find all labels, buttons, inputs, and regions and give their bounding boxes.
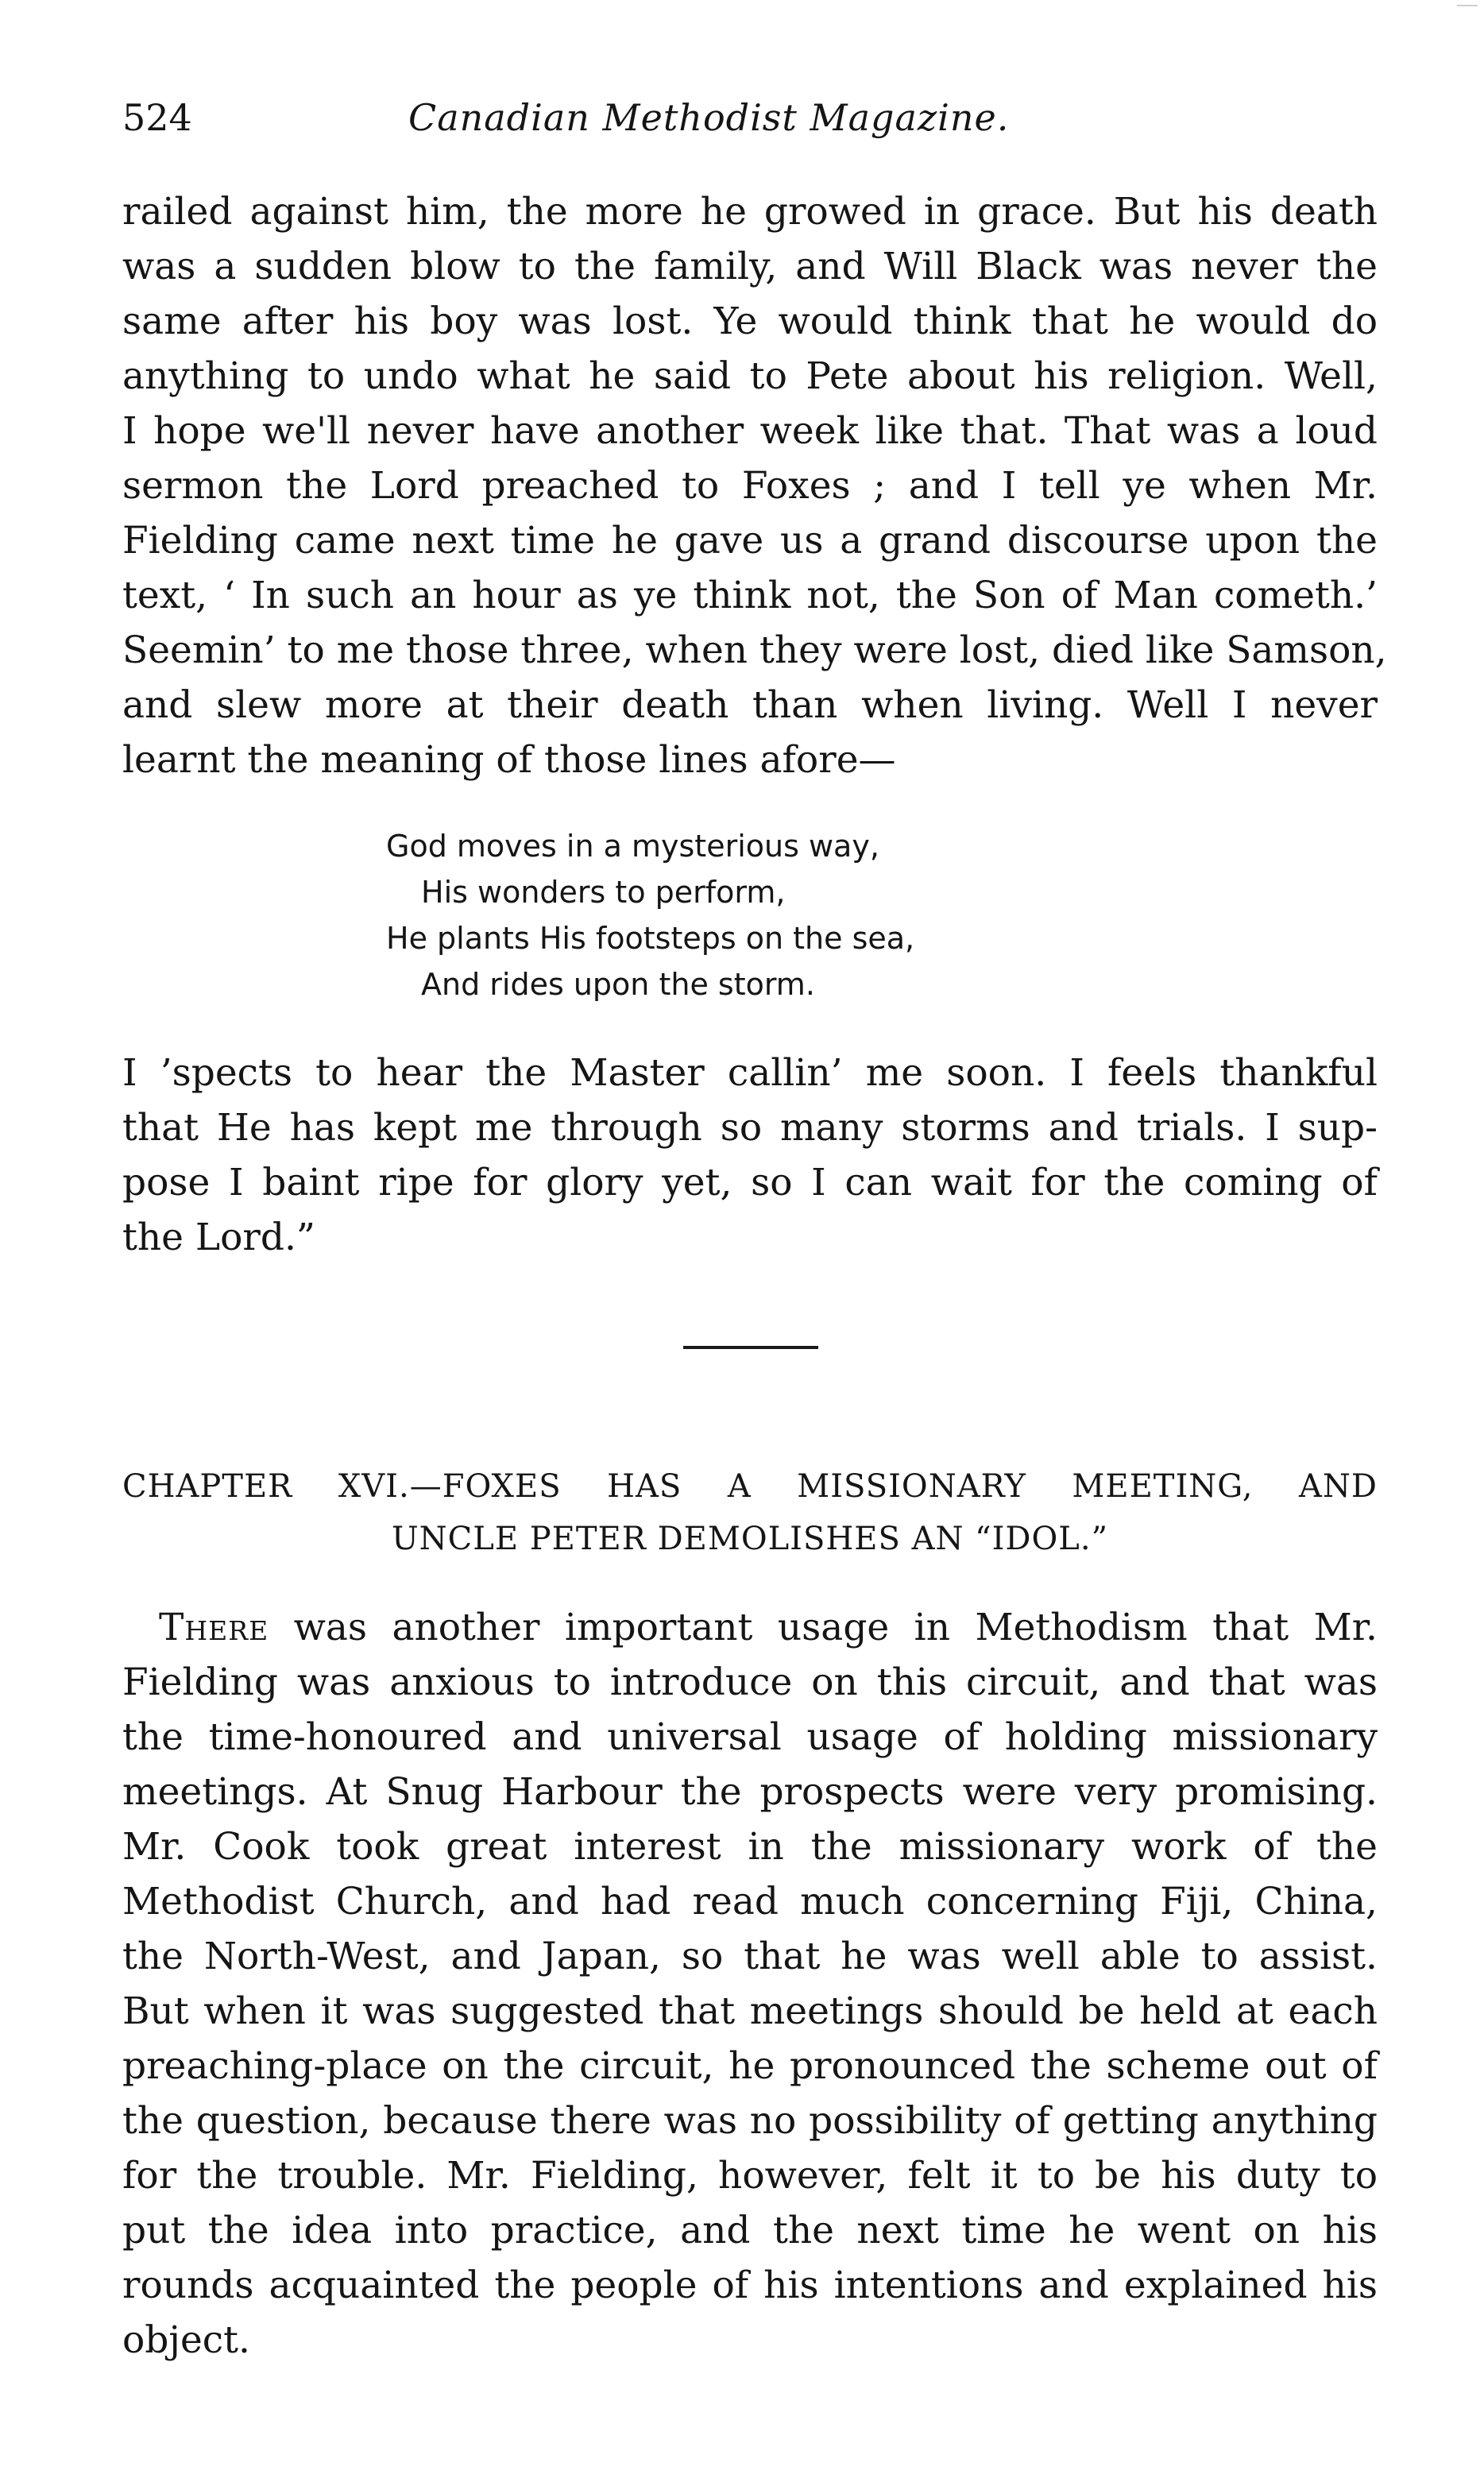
verse-line: He plants His footsteps on the sea, bbox=[386, 921, 915, 956]
text-line: the North-West, and Japan, so that he was well able to assist. bbox=[122, 1935, 1378, 1978]
text-line: the time-honoured and universal usage of holding missionary bbox=[122, 1715, 1378, 1759]
chapter-heading-line: CHAPTER XVI.—FOXES HAS A MISSIONARY MEETING, AND bbox=[122, 1468, 1378, 1505]
hymn-verse bbox=[386, 823, 1038, 1007]
text-line: anything to undo what he said to Pete about his religion. Well, bbox=[122, 354, 1378, 398]
text-line: that He has kept me through so many storms and trials. I sup- bbox=[122, 1106, 1378, 1150]
text-line: rounds acquainted the people of his intentions and explained his bbox=[122, 2264, 1378, 2307]
text-line: sermon the Lord preached to Foxes ; and I tell ye when Mr. bbox=[122, 464, 1378, 508]
text-line: and slew more at their death than when living. Well I never bbox=[122, 683, 1378, 727]
text-line: put the idea into practice, and the next time he went on his bbox=[122, 2209, 1378, 2252]
verse-line: His wonders to perform, bbox=[421, 875, 786, 910]
text-line: pose I baint ripe for glory yet, so I can wait for the coming of bbox=[122, 1161, 1378, 1204]
text-line: learnt the meaning of those lines afore— bbox=[122, 738, 896, 782]
text-line: railed against him, the more he growed in grace. But his death bbox=[122, 190, 1378, 234]
text-line-rest: was another important usage in Methodism that Mr. bbox=[269, 1606, 1378, 1649]
text-line bbox=[122, 1600, 1378, 1655]
text-line: the question, because there was no possibility of getting anything bbox=[122, 2099, 1378, 2143]
text-line: Methodist Church, and had read much concerning Fiji, China, bbox=[122, 1880, 1378, 1923]
opening-word: There bbox=[159, 1606, 269, 1649]
text-line: I hope we'll never have another week like that. That was a loud bbox=[122, 409, 1378, 453]
text-line: same after his boy was lost. Ye would think that he would do bbox=[122, 300, 1378, 343]
text-line: Fielding was anxious to introduce on this circuit, and that was bbox=[122, 1660, 1378, 1704]
section-divider bbox=[683, 1346, 818, 1349]
text-line: preaching-place on the circuit, he pronounced the scheme out of bbox=[122, 2044, 1378, 2088]
text-line: Seemin’ to me those three, when they were lost, died like Samson, bbox=[122, 628, 1387, 672]
text-line: the Lord.” bbox=[122, 1216, 315, 1259]
chapter-heading bbox=[122, 1460, 1378, 1565]
text-line: Mr. Cook took great interest in the missionary work of the bbox=[122, 1825, 1378, 1869]
text-line: object. bbox=[122, 2318, 250, 2362]
text-line: for the trouble. Mr. Fielding, however, felt it to be his duty to bbox=[122, 2154, 1378, 2198]
verse-line: God moves in a mysterious way, bbox=[386, 829, 879, 864]
running-title: Canadian Methodist Magazine. bbox=[408, 96, 1010, 139]
paragraph-closing-quote bbox=[122, 1046, 1378, 1265]
text-line: But when it was suggested that meetings should be held at each bbox=[122, 1989, 1378, 2033]
paragraph-continued bbox=[122, 184, 1387, 787]
chapter-heading-line: UNCLE PETER DEMOLISHES AN “IDOL.” bbox=[391, 1521, 1109, 1557]
text-line: meetings. At Snug Harbour the prospects were very promising. bbox=[122, 1770, 1378, 1814]
verse-line: And rides upon the storm. bbox=[421, 967, 815, 1002]
page-number: 524 bbox=[122, 96, 192, 139]
scan-edge-mark bbox=[1457, 5, 1478, 6]
text-line: Fielding came next time he gave us a grand discourse upon the bbox=[122, 519, 1378, 563]
text-line: I ’spects to hear the Master callin’ me soon. I feels thankful bbox=[122, 1051, 1378, 1095]
text-line: text, ‘ In such an hour as ye think not, the Son of Man cometh.’ bbox=[122, 574, 1378, 617]
text-line: was a sudden blow to the family, and Will Black was never the bbox=[122, 245, 1378, 288]
chapter-paragraph bbox=[122, 1600, 1378, 2368]
page-header bbox=[122, 94, 1378, 149]
